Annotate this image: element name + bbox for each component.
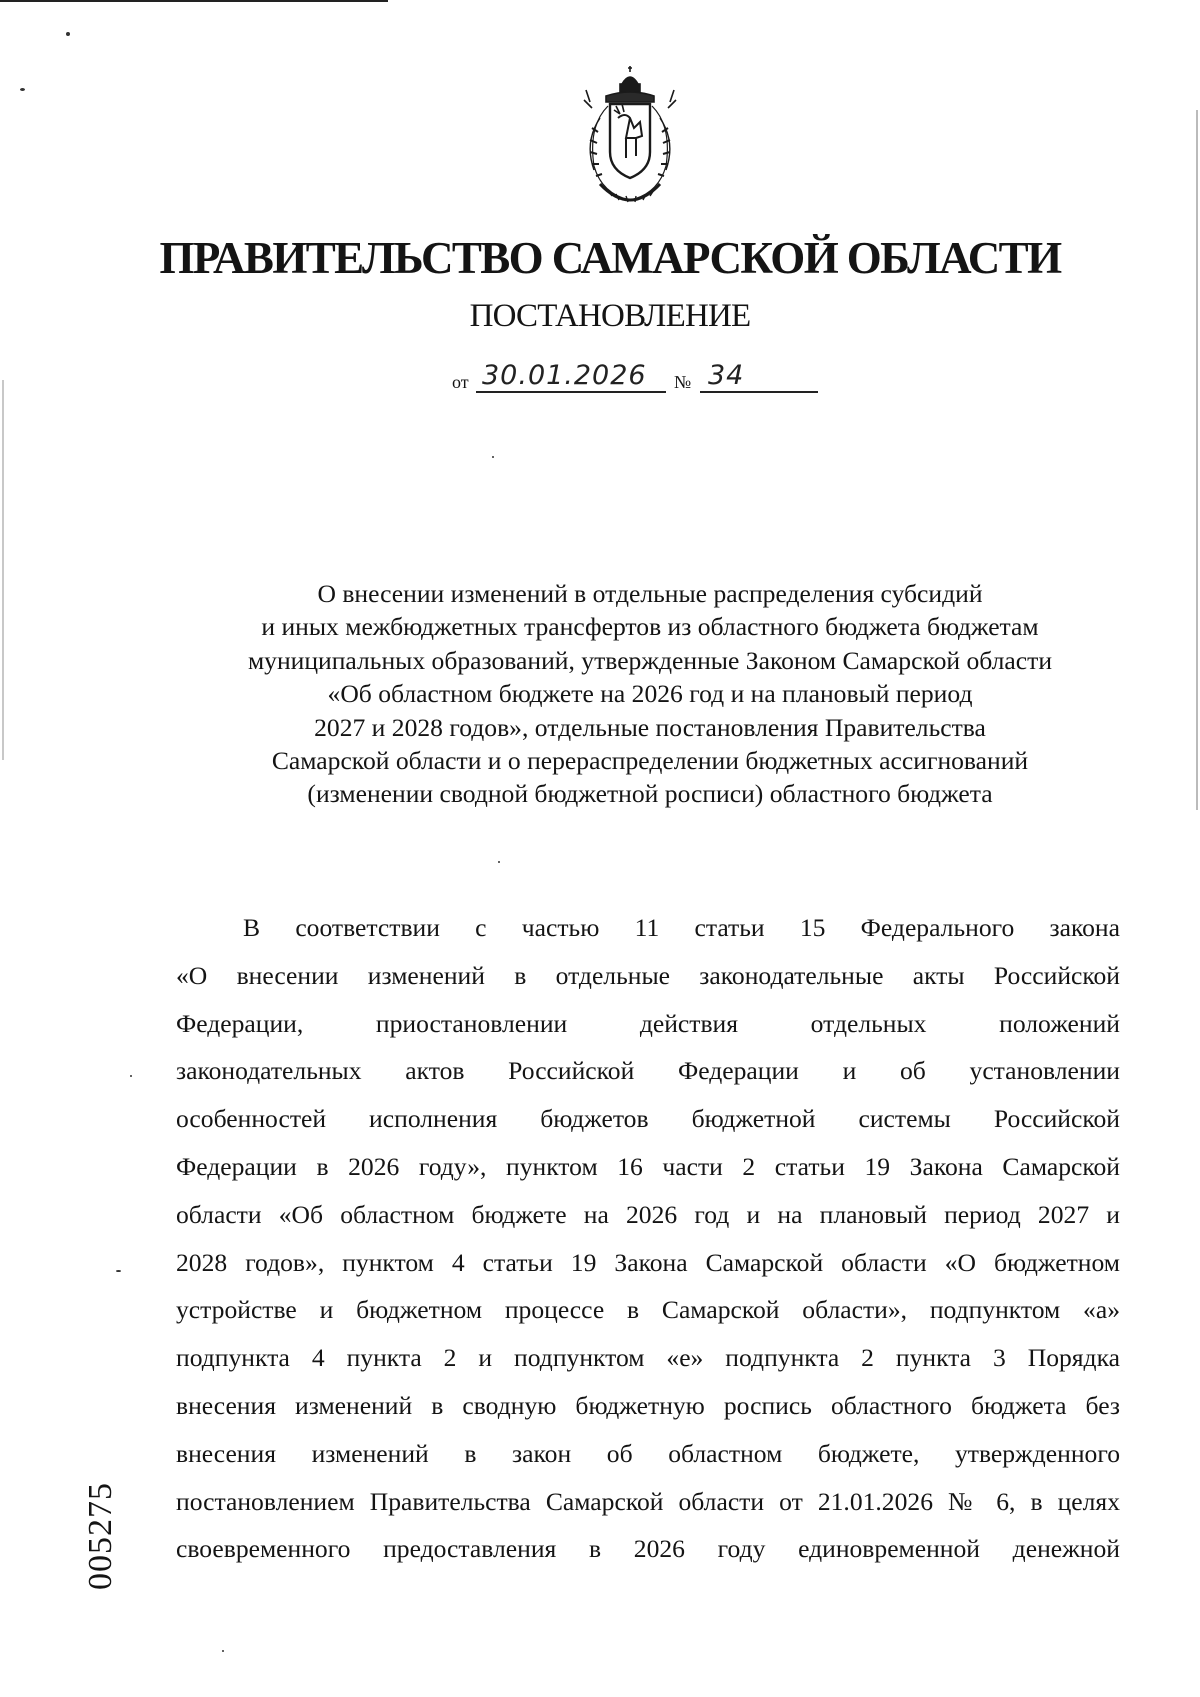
scan-edge-line xyxy=(0,0,388,2)
body-line: внесения изменений в сводную бюджетную роспись областного бюджета без xyxy=(176,1390,1120,1420)
coat-of-arms-icon xyxy=(570,66,690,216)
scan-speck xyxy=(116,1270,121,1272)
body-line: «О внесении изменений в отдельные законодательные акты Российской xyxy=(176,960,1120,990)
handwritten-date: 30.01.2026 xyxy=(482,360,647,391)
scan-edge-line xyxy=(1196,110,1198,810)
body-line: устройстве и бюджетном процессе в Самарской области», подпунктом «а» xyxy=(176,1295,1120,1325)
body-line: области «Об областном бюджете на 2026 год и на плановый период 2027 и xyxy=(176,1199,1120,1229)
scan-speck xyxy=(66,32,70,36)
handwritten-number: 34 xyxy=(708,360,745,391)
body-line: своевременного предоставления в 2026 году единовременной денежной xyxy=(176,1534,1120,1564)
body-line: 2028 годов», пунктом 4 статьи 19 Закона Самарской области «О бюджетном xyxy=(176,1247,1120,1277)
body-line: В соответствии с частью 11 статьи 15 Федерального закона xyxy=(243,913,1120,942)
subject-line: 2027 и 2028 годов», отдельные постановления Правительства xyxy=(314,712,986,742)
document-type: ПОСТАНОВЛЕНИЕ xyxy=(469,298,751,334)
government-name: ПРАВИТЕЛЬСТВО САМАРСКОЙ ОБЛАСТИ xyxy=(159,233,1061,283)
body-line: особенностей исполнения бюджетов бюджетной системы Российской xyxy=(176,1104,1120,1134)
body-line: подпункта 4 пункта 2 и подпунктом «е» подпункта 2 пункта 3 Порядка xyxy=(176,1343,1120,1373)
body-line: законодательных актов Российской Федерации и об установлении xyxy=(176,1056,1120,1086)
body-line: внесения изменений в закон об областном бюджете, утвержденного xyxy=(176,1438,1120,1468)
scan-edge-line xyxy=(2,380,4,760)
margin-serial-number: 005275 xyxy=(82,1482,119,1590)
subject-line: Самарской области и о перераспределении бюджетных ассигнований xyxy=(271,746,1029,776)
scan-speck xyxy=(20,88,25,91)
subject-line: (изменении сводной бюджетной росписи) областного бюджета xyxy=(307,779,993,809)
number-prefix: № xyxy=(674,372,692,392)
subject-line: и иных межбюджетных трансфертов из областного бюджета бюджетам xyxy=(261,612,1039,642)
subject-line: муниципальных образований, утвержденные Законом Самарской области xyxy=(247,645,1053,675)
body-paragraph xyxy=(176,912,1120,1581)
date-prefix: от xyxy=(452,372,469,392)
scan-speck xyxy=(492,456,494,458)
document-subject xyxy=(160,577,1140,811)
subject-line: О внесении изменений в отдельные распределения субсидий xyxy=(317,579,983,608)
body-line: Федерации, приостановлении действия отдельных положений xyxy=(176,1008,1120,1038)
date-underline xyxy=(476,391,666,393)
scan-speck xyxy=(498,861,500,863)
body-line: Федерации в 2026 году», пунктом 16 части 2 статьи 19 Закона Самарской xyxy=(176,1151,1120,1181)
body-line: постановлением Правительства Самарской области от 21.01.2026 № 6, в целях xyxy=(176,1486,1120,1516)
date-number-line xyxy=(452,360,832,400)
subject-line: «Об областном бюджете на 2026 год и на плановый период xyxy=(327,679,973,709)
scan-speck xyxy=(130,1075,132,1077)
number-underline xyxy=(700,391,818,393)
scan-speck xyxy=(222,1650,224,1652)
